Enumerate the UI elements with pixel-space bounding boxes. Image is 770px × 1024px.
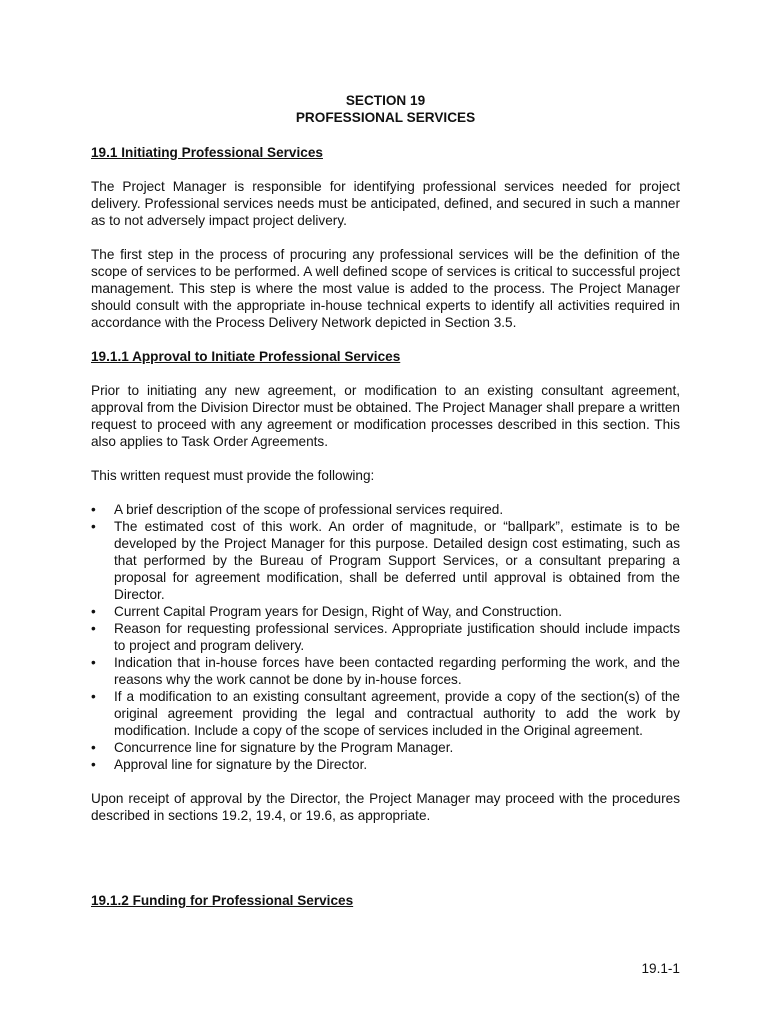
- section-title: PROFESSIONAL SERVICES: [295, 110, 476, 125]
- list-item-text: Indication that in-house forces have been contacted regarding performing the work, and the reasons why the work cannot be done by in-house forces.: [114, 655, 680, 687]
- list-item: [91, 620, 680, 654]
- bullet-icon: •: [91, 621, 96, 636]
- list-item-text: Concurrence line for signature by the Program Manager.: [114, 740, 454, 755]
- paragraph-responsibility: The Project Manager is responsible for identifying professional services needed for project delivery. Professional services needs must be anticipated, defined, and secured in such a manner as to not adversely impact project delivery.: [91, 179, 680, 228]
- bullet-icon: •: [91, 604, 96, 619]
- list-item: [91, 654, 680, 688]
- list-item: [91, 688, 680, 739]
- paragraph-scope-definition: The first step in the process of procuring any professional services will be the definition of the scope of services to be performed. A well defined scope of services is critical to successful project management. This step is where the most value is added to the process. The Project Manager should consult with the appropriate in-house technical experts to identify all activities required in accordance with the Process Delivery Network depicted in Section 3.5.: [91, 247, 680, 330]
- list-item-text: Approval line for signature by the Director.: [114, 757, 368, 772]
- list-item-text: A brief description of the scope of professional services required.: [114, 502, 504, 517]
- request-requirements-list: [91, 501, 680, 773]
- heading-19-1: 19.1 Initiating Professional Services: [91, 145, 323, 160]
- list-item-text: Current Capital Program years for Design, Right of Way, and Construction.: [114, 604, 563, 619]
- list-item: [91, 501, 680, 518]
- paragraph-request-intro: This written request must provide the following:: [91, 468, 375, 483]
- list-item-text: Reason for requesting professional services. Appropriate justification should include impacts to project and program delivery.: [114, 621, 680, 653]
- list-item-text: If a modification to an existing consultant agreement, provide a copy of the section(s) of the original agreement providing the legal and contractual authority to add the work by modification. Include a copy of the scope of services included in the Original agreement.: [114, 689, 680, 738]
- bullet-icon: •: [91, 655, 96, 670]
- bullet-icon: •: [91, 519, 96, 534]
- list-item: [91, 739, 680, 756]
- list-item: [91, 603, 680, 620]
- paragraph-upon-approval: Upon receipt of approval by the Director, the Project Manager may proceed with the procedures described in sections 19.2, 19.4, or 19.6, as appropriate.: [91, 791, 680, 823]
- bullet-icon: •: [91, 502, 96, 517]
- list-item-text: The estimated cost of this work. An order of magnitude, or “ballpark”, estimate is to be developed by the Project Manager for this purpose. Detailed design cost estimating, such as that performed by the Bureau of Program Support Services, or a consultant preparing a proposal for agreement modification, shall be deferred until approval is obtained from the Director.: [114, 519, 680, 602]
- heading-19-1-2: 19.1.2 Funding for Professional Services: [91, 893, 354, 908]
- bullet-icon: •: [91, 740, 96, 755]
- list-item: [91, 756, 680, 773]
- page-number: 19.1-1: [641, 961, 680, 976]
- bullet-icon: •: [91, 757, 96, 772]
- document-page: [91, 92, 680, 909]
- paragraph-approval: Prior to initiating any new agreement, or modification to an existing consultant agreement, approval from the Division Director must be obtained. The Project Manager shall prepare a written request to proceed with any agreement or modification processes described in this section. This also applies to Task Order Agreements.: [91, 383, 680, 449]
- section-number: SECTION 19: [345, 93, 426, 108]
- list-item: [91, 518, 680, 603]
- bullet-icon: •: [91, 689, 96, 704]
- heading-19-1-1: 19.1.1 Approval to Initiate Professional Services: [91, 349, 401, 364]
